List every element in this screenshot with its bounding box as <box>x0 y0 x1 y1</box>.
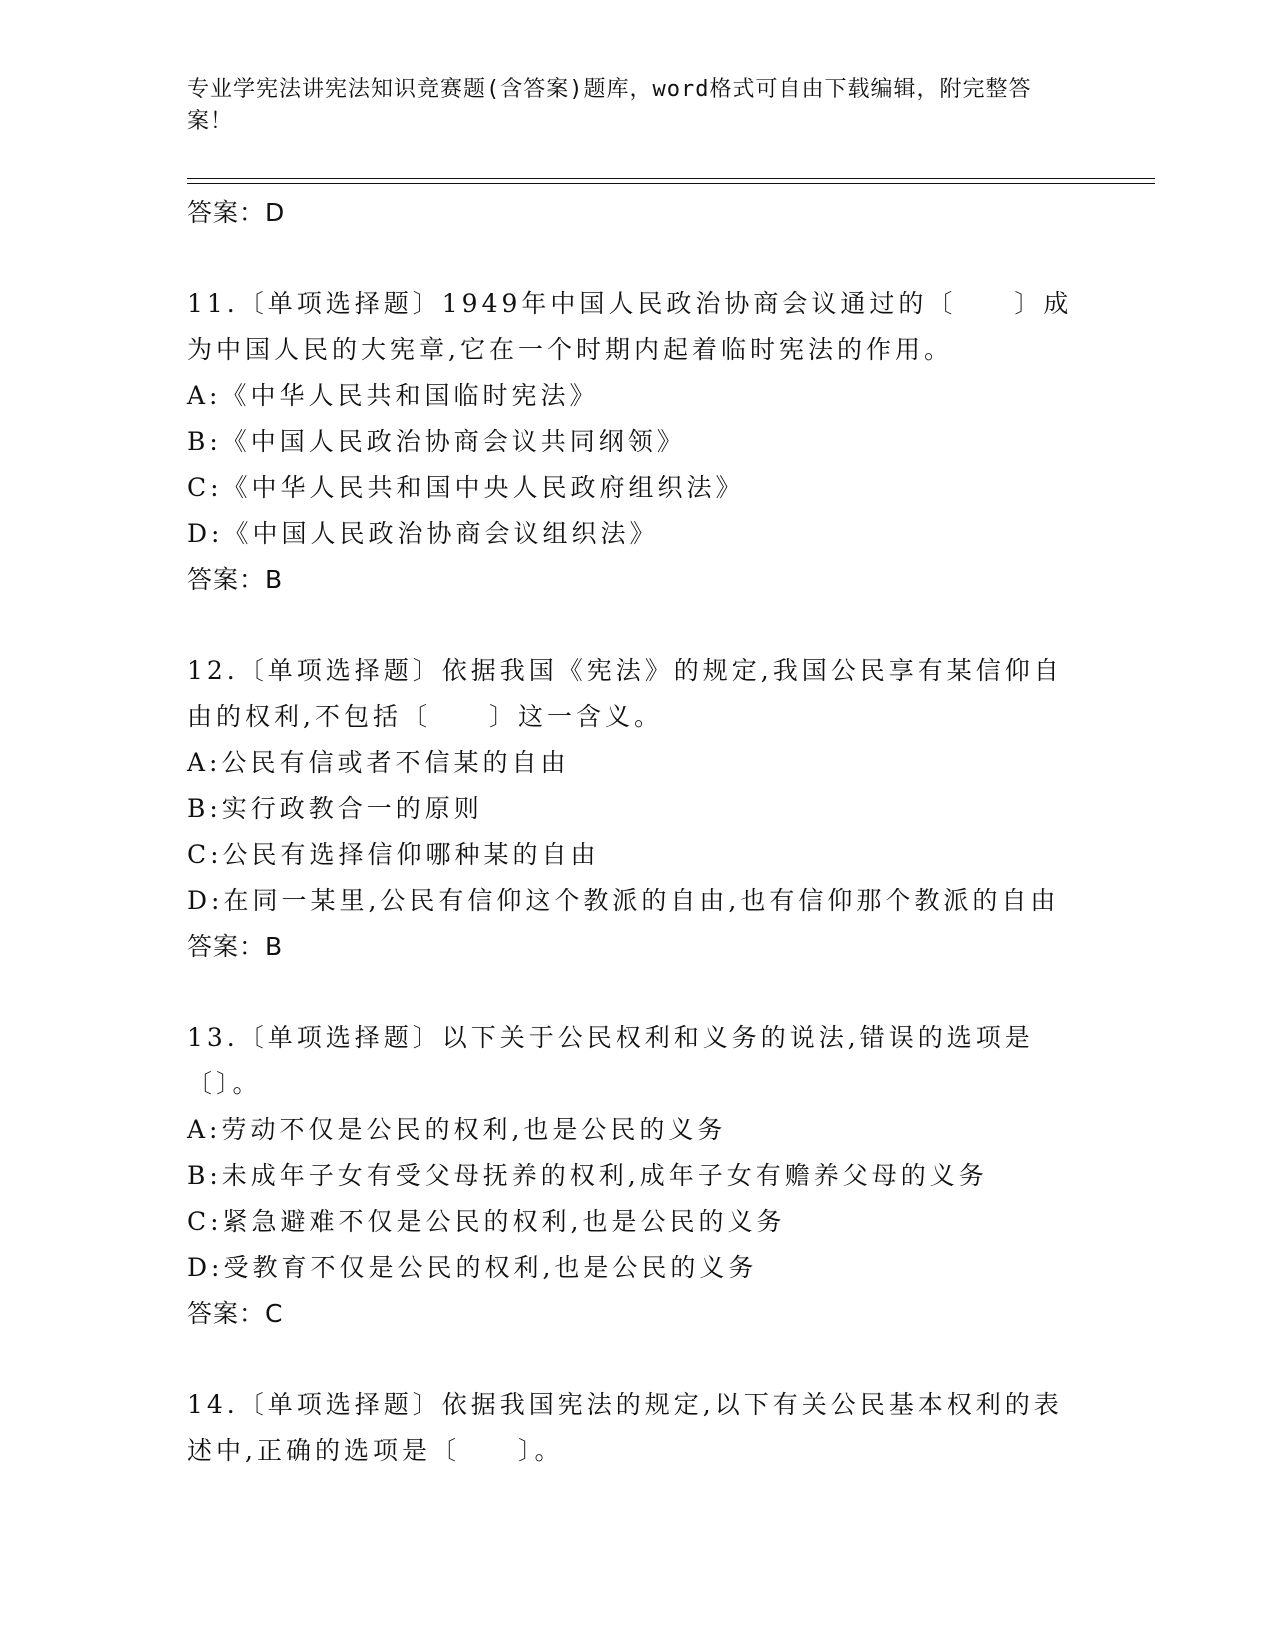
question-stem: 12.〔单项选择题〕依据我国《宪法》的规定,我国公民享有某信仰自由的权利,不包括〔 〕这一含义。 <box>187 656 1063 731</box>
option-d: D:受教育不仅是公民的权利,也是公民的义务 <box>187 1253 758 1282</box>
document-header: 专业学宪法讲宪法知识竞赛题(含答案)题库，word格式可自由下载编辑，附完整答案！ <box>187 77 1032 134</box>
answer-line: 答案：B <box>187 565 284 594</box>
question-13 <box>187 1015 1087 1337</box>
header-divider-bottom <box>187 183 1155 184</box>
question-14 <box>187 1382 1087 1474</box>
answer-line: 答案：C <box>187 1299 284 1328</box>
option-a: A:《中华人民共和国临时宪法》 <box>187 381 599 410</box>
option-c: C:《中华人民共和国中央人民政府组织法》 <box>187 473 745 502</box>
option-a: A:劳动不仅是公民的权利,也是公民的义务 <box>187 1115 727 1144</box>
answer-line: 答案：D <box>187 198 286 227</box>
option-b: B:实行政教合一的原则 <box>187 794 483 823</box>
question-11 <box>187 281 1087 603</box>
question-stem: 11.〔单项选择题〕1949年中国人民政治协商会议通过的〔 〕成为中国人民的大宪章,它在一个时期内起着临时宪法的作用。 <box>187 289 1073 364</box>
document-body <box>187 190 1087 1474</box>
option-b: B:《中国人民政治协商会议共同纲领》 <box>187 427 686 456</box>
option-d: D:在同一某里,公民有信仰这个教派的自由,也有信仰那个教派的自由 <box>187 886 1060 915</box>
option-a: A:公民有信或者不信某的自由 <box>187 748 570 777</box>
question-stem: 13.〔单项选择题〕以下关于公民权利和义务的说法,错误的选项是〔〕。 <box>187 1023 1034 1098</box>
question-stem: 14.〔单项选择题〕依据我国宪法的规定,以下有关公民基本权利的表述中,正确的选项是〔 〕。 <box>187 1390 1063 1465</box>
option-c: C:公民有选择信仰哪种某的自由 <box>187 840 600 869</box>
answer-line: 答案：B <box>187 932 284 961</box>
header-divider-top <box>187 178 1155 179</box>
option-c: C:紧急避难不仅是公民的权利,也是公民的义务 <box>187 1207 786 1236</box>
option-b: B:未成年子女有受父母抚养的权利,成年子女有赡养父母的义务 <box>187 1161 988 1190</box>
question-12 <box>187 648 1087 970</box>
option-d: D:《中国人民政治协商会议组织法》 <box>187 519 659 548</box>
